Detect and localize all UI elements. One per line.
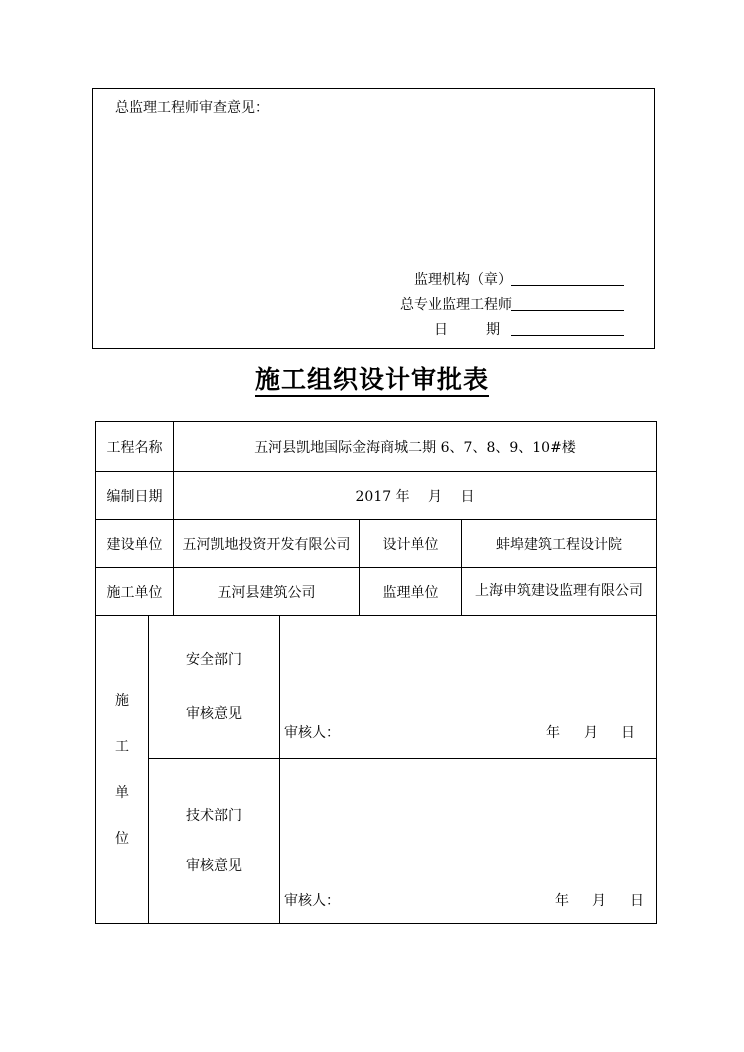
approval-table xyxy=(95,421,657,924)
owner-value: 五河凯地投资开发有限公司 xyxy=(174,520,360,568)
supervision-agency-label: 监理机构（章） xyxy=(414,272,512,288)
construction-unit-char: 位 xyxy=(115,830,129,847)
safety-review-day: 日 xyxy=(621,725,635,741)
sign-row-agency xyxy=(93,269,656,291)
supervision-agency-line xyxy=(511,285,624,286)
tech-review-opinion-label: 审核意见 xyxy=(186,858,242,874)
designer-value: 蚌埠建筑工程设计院 xyxy=(462,520,657,568)
form-title xyxy=(0,360,744,396)
compile-date-value: 2017 年 月 日 xyxy=(174,472,657,520)
tech-review-year: 年 xyxy=(555,893,569,909)
row-safety-review xyxy=(96,616,657,759)
designer-label: 设计单位 xyxy=(360,520,462,568)
safety-review-month: 月 xyxy=(584,725,598,741)
row-project-name xyxy=(96,422,657,472)
row-owner-designer xyxy=(96,520,657,568)
chief-engineer-label: 总专业监理工程师 xyxy=(400,297,512,313)
chief-engineer-line xyxy=(511,310,624,311)
supervisor-label: 监理单位 xyxy=(360,568,462,616)
safety-dept-cell xyxy=(149,616,280,759)
builder-label: 施工单位 xyxy=(96,568,174,616)
builder-value: 五河县建筑公司 xyxy=(174,568,360,616)
row-builder-supervisor xyxy=(96,568,657,616)
chief-supervisor-review-heading: 总监理工程师审查意见： xyxy=(115,100,269,116)
chief-supervisor-review-box xyxy=(92,88,655,349)
safety-dept-label: 安全部门 xyxy=(186,652,242,668)
construction-unit-char: 施 xyxy=(115,692,129,709)
compile-date-label: 编制日期 xyxy=(96,472,174,520)
supervisor-value: 上海申筑建设监理有限公司 xyxy=(462,568,657,616)
safety-review-year: 年 xyxy=(546,725,560,741)
safety-review-area xyxy=(280,616,657,759)
safety-reviewer-label: 审核人： xyxy=(284,725,340,741)
row-compile-date xyxy=(96,472,657,520)
tech-review-month: 月 xyxy=(592,893,606,909)
tech-dept-cell xyxy=(149,759,280,924)
date-label: 日 期 xyxy=(434,322,512,338)
tech-review-area xyxy=(280,759,657,924)
tech-review-day: 日 xyxy=(630,893,644,909)
row-tech-review xyxy=(96,759,657,924)
form-title-text: 施工组织设计审批表 xyxy=(255,365,489,397)
project-name-value: 五河县凯地国际金海商城二期 6、7、8、9、10#楼 xyxy=(174,422,657,472)
sign-row-date xyxy=(93,319,656,341)
owner-label: 建设单位 xyxy=(96,520,174,568)
date-line xyxy=(511,335,624,336)
construction-unit-label xyxy=(96,616,149,924)
project-name-label: 工程名称 xyxy=(96,422,174,472)
construction-unit-char: 工 xyxy=(115,738,129,755)
safety-review-opinion-label: 审核意见 xyxy=(186,706,242,722)
tech-reviewer-label: 审核人： xyxy=(284,893,340,909)
tech-dept-label: 技术部门 xyxy=(186,808,242,824)
construction-unit-char: 单 xyxy=(115,784,129,801)
sign-row-engineer xyxy=(93,294,656,316)
